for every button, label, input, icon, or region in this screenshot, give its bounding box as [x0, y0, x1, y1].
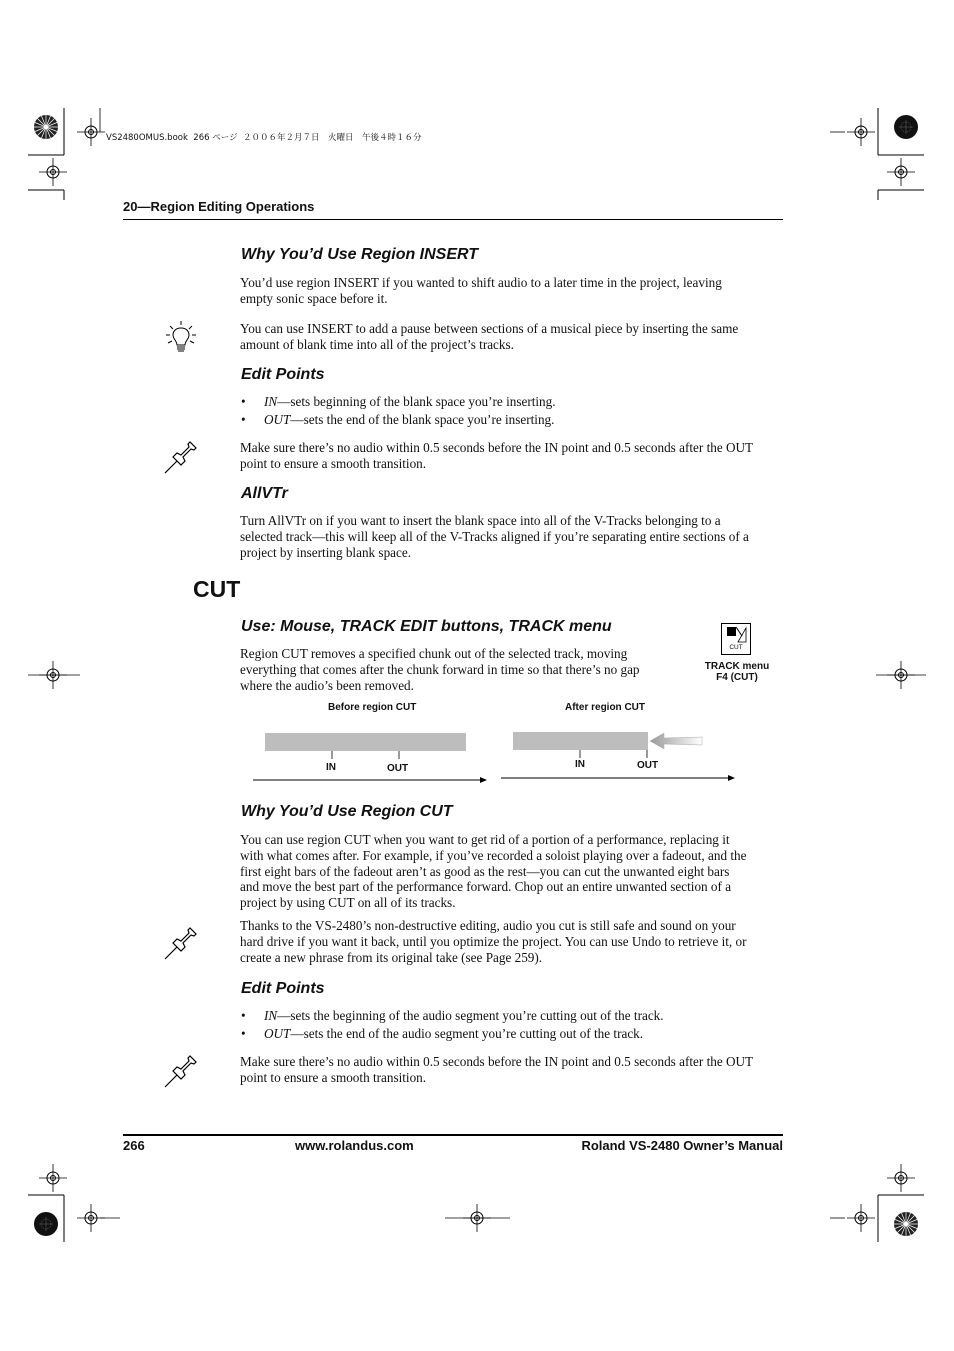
cut-menu-icon — [721, 623, 751, 655]
para-cut: Region CUT removes a specified chunk out of the selected track, moving everything that comes after the chunk forward in time so that there’s no gap where the audio’s been removed. — [240, 646, 640, 693]
heading-edit-points-1: Edit Points — [241, 366, 325, 383]
list-item: • OUT—sets the end of the blank space you’re inserting. — [241, 411, 761, 429]
edit-points-list-1 — [241, 393, 761, 429]
pushpin-icon — [163, 925, 199, 961]
region-cut-diagram — [250, 725, 750, 790]
para-allvtr: Turn AllVTr on if you want to insert the blank space into all of the V-Tracks belonging to a selected track—this will keep all of the V-Tracks aligned if you’re separating entire sections of a project by inserting blank space. — [240, 513, 749, 560]
radial-target-icon — [34, 115, 58, 139]
edit-points-list-2 — [241, 1007, 771, 1043]
heading-why-insert: Why You’d Use Region INSERT — [241, 246, 479, 263]
page-number: 266 — [123, 1138, 145, 1153]
list-item: • IN—sets the beginning of the audio segment you’re cutting out of the track. — [241, 1007, 771, 1025]
heading-why-cut: Why You’d Use Region CUT — [241, 803, 453, 820]
tip-insert: You can use INSERT to add a pause between sections of a musical piece by inserting the same amount of blank time into all of the project’s tracks. — [240, 321, 739, 352]
diagram-after-in: IN — [575, 759, 585, 770]
radial-target-icon — [894, 115, 918, 139]
cut-icon-caption-2: F4 (CUT) — [716, 672, 758, 683]
pushpin-icon — [163, 439, 199, 475]
note-insert: Make sure there’s no audio within 0.5 seconds before the IN point and 0.5 seconds after the OUT point to ensure a smooth transition. — [240, 440, 753, 471]
heading-allvtr: AllVTr — [241, 485, 288, 502]
before-track-region — [265, 733, 466, 751]
shift-left-arrow — [650, 733, 702, 749]
diagram-after-label: After region CUT — [565, 702, 645, 713]
crosshair-registration-icon — [39, 1164, 67, 1192]
crosshair-registration-icon — [39, 158, 67, 186]
diagram-before-label: Before region CUT — [328, 702, 417, 713]
cut-icon-caption-1: TRACK menu — [704, 661, 770, 672]
header-rule — [123, 219, 783, 220]
crosshair-registration-icon — [887, 158, 915, 186]
heading-cut: CUT — [193, 576, 241, 602]
crosshair-registration-icon — [847, 118, 875, 146]
after-track-region — [513, 732, 648, 750]
para-why-cut: You can use region CUT when you want to get rid of a portion of a performance, replacing it with what comes after. For example, if you’ve recorded a soloist playing over a fadeout, and the first eight bars of the fadeout aren’t as good as the rest—you can cut the unwanted eight bars and move the best part of the performance forward. Chop out an entire unwanted section of a project by using CUT on all of its tracks. — [240, 832, 747, 911]
crosshair-registration-icon — [887, 1164, 915, 1192]
running-head: 20—Region Editing Operations — [123, 199, 315, 214]
radial-target-icon — [34, 1212, 58, 1236]
diagram-after-out: OUT — [637, 760, 659, 771]
lightbulb-icon — [165, 320, 197, 356]
scissors-icon — [722, 624, 750, 644]
diagram-before-in: IN — [326, 762, 336, 773]
heading-edit-points-2: Edit Points — [241, 980, 325, 997]
radial-target-icon — [894, 1212, 918, 1236]
heading-cut-use: Use: Mouse, TRACK EDIT buttons, TRACK menu — [241, 618, 612, 635]
list-item: • OUT—sets the end of the audio segment you’re cutting out of the track. — [241, 1025, 771, 1043]
crosshair-registration-icon — [847, 1204, 875, 1232]
crosshair-registration-icon — [77, 118, 105, 146]
list-item: • IN—sets beginning of the blank space you’re inserting. — [241, 393, 761, 411]
footer-manual-title: Roland VS-2480 Owner’s Manual — [581, 1138, 783, 1153]
pushpin-icon — [163, 1053, 199, 1089]
note-why-cut: Thanks to the VS-2480’s non-destructive editing, audio you cut is still safe and sound on your hard drive if you want it back, until you optimize the project. You can use Undo to retrieve it, or create a new phrase from its original take (see Page 259). — [240, 918, 747, 965]
cut-icon-label: CUT — [729, 644, 743, 651]
diagram-before-out: OUT — [387, 763, 409, 774]
note-cut: Make sure there’s no audio within 0.5 seconds before the IN point and 0.5 seconds after the OUT point to ensure a smooth transition. — [240, 1054, 753, 1085]
para-why-insert: You’d use region INSERT if you wanted to shift audio to a later time in the project, leaving empty sonic space before it. — [240, 275, 722, 306]
print-header: VS2480OMUS.book 266 ページ ２００６年２月７日 火曜日 午後４時１６分 — [106, 133, 422, 143]
footer-url: www.rolandus.com — [295, 1138, 414, 1153]
footer-rule — [123, 1134, 783, 1136]
